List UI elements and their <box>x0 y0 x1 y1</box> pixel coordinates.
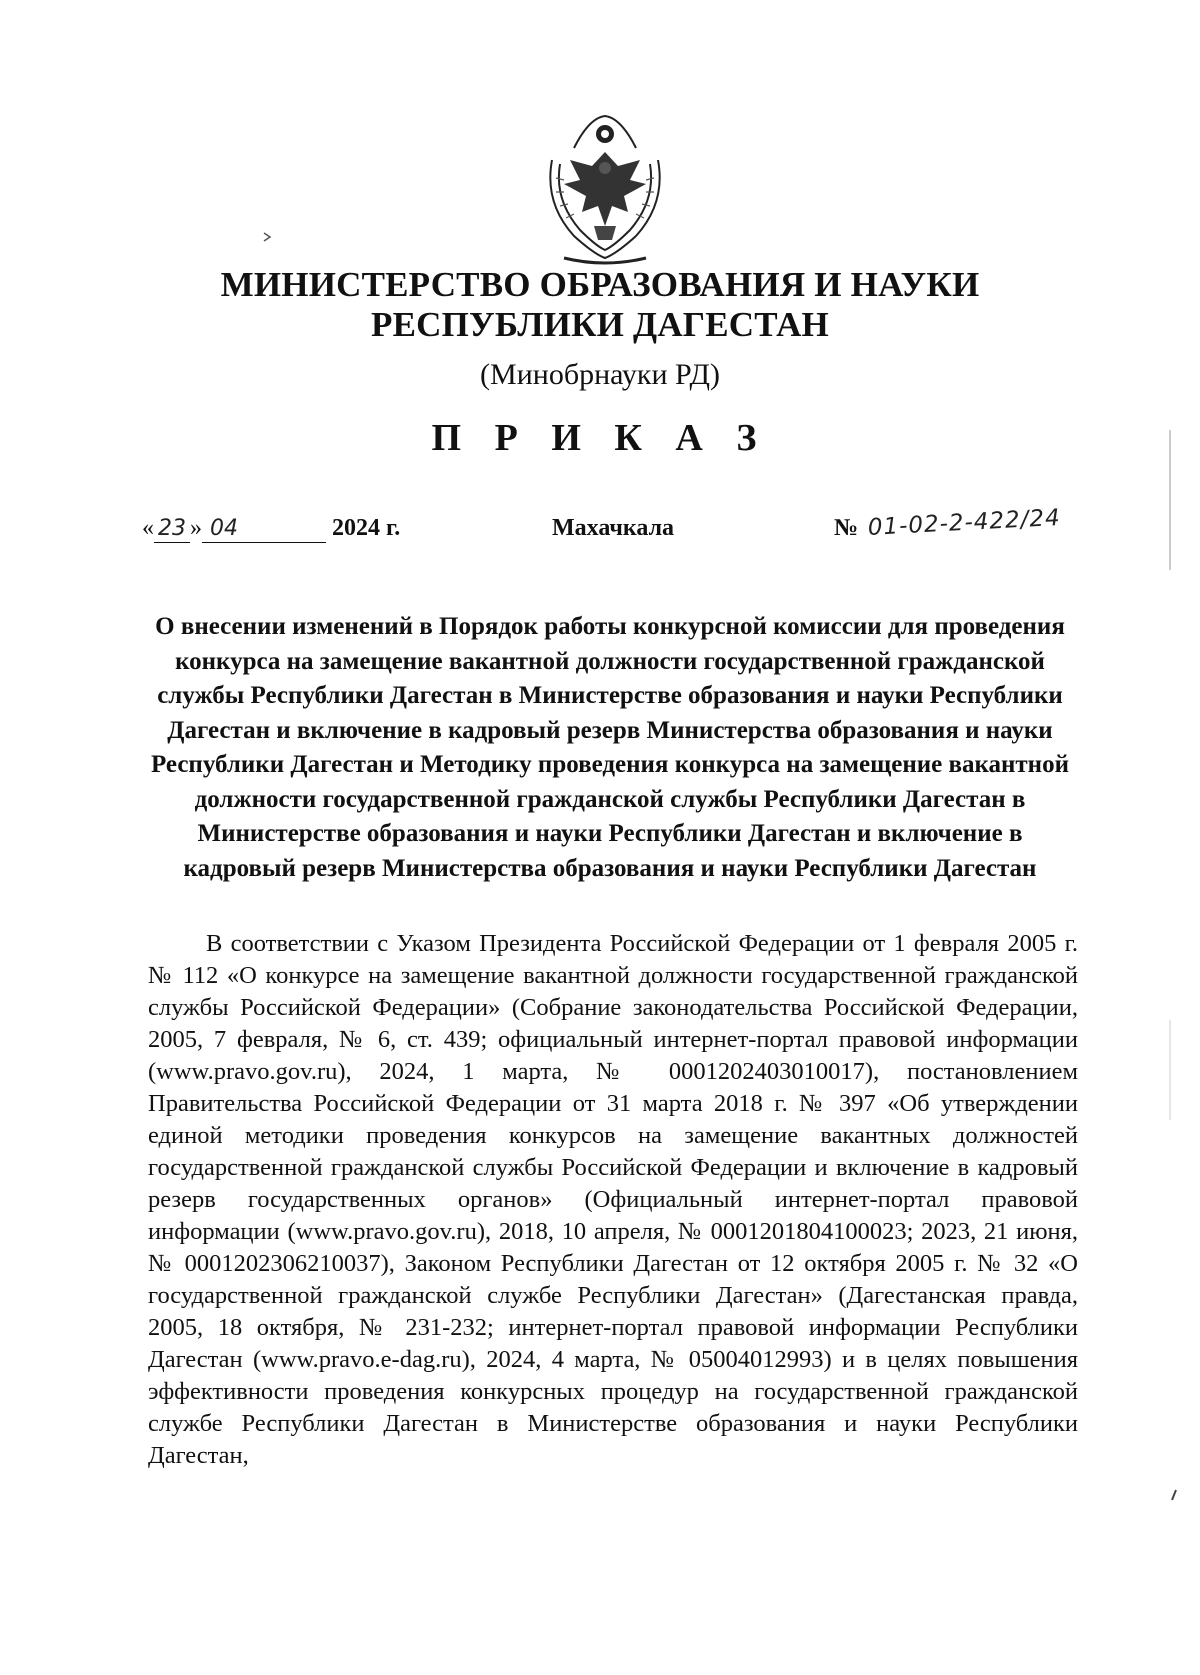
dagestan-coat-of-arms-icon <box>534 108 676 268</box>
order-subject-heading: О внесении изменений в Порядок работы конкурсной комиссии для проведения конкурса на замещение вакантной должности государственной гражданской службы Республики Дагестан в Министерстве образования и науки Республики Дагестан и включение в кадровый резерв Министерства образования и науки Республики Дагестан и Методику проведения конкурса на замещение вакантной должности государственной гражданской службы Республики Дагестан в Министерстве образования и науки Республики Дагестан и включение в кадровый резерв Министерства образования и науки Республики Дагестан <box>150 613 1069 882</box>
date-open-quote: « <box>142 515 154 541</box>
date-day-field: 23 <box>154 516 190 543</box>
preamble-paragraph: В соответствии с Указом Президента Российской Федерации от 1 февраля 2005 г. № 112 «О конкурсе на замещение вакантной должности государственной гражданской службы Российской Федерации» (Собрание законодательства Российской Федерации, 2005, 7 февраля, № 6, ст. 439; официальный интернет-портал правовой информации (www.pravo.gov.ru), 2024, 1 марта, № 0001202403010017), постановлением Правительства Российской Федерации от 31 марта 2018 г. № 397 «Об утверждении единой методики проведения конкурсов на замещение вакантных должностей государственной гражданской службы Российской Федерации и включение в кадровый резерв государственных органов» (Официальный интернет-портал правовой информации (www.pravo.gov.ru), 2018, 10 апреля, № 0001201804100023; 2023, 21 июня, № 0001202306210037), Законом Республики Дагестан от 12 октября 2005 г. № 32 «О государственной гражданской службе Республики Дагестан» (Дагестанская правда, 2005, 18 октября, № 231-232; интернет-портал правовой информации Республики Дагестан (www.pravo.e-dag.ru), 2024, 4 марта, № 05004012993) и в целях повышения эффективности проведения конкурсных процедур на государственной гражданской службе Республики Дагестан в Министерстве образования и науки Республики Дагестан, <box>148 930 1078 1469</box>
date-month-field: 04 <box>202 516 326 543</box>
margin-scan-speck <box>264 233 270 241</box>
city-name: Махачкала <box>552 515 675 541</box>
ministry-name-line1: МИНИСТЕРСТВО ОБРАЗОВАНИЯ И НАУКИ <box>220 265 980 304</box>
date-close-quote: » <box>190 515 202 541</box>
ministry-name-line2: РЕСПУБЛИКИ ДАГЕСТАН <box>371 305 829 344</box>
document-type-title: П Р И К А З <box>431 417 769 459</box>
ministry-abbreviation: (Минобрнауки РД) <box>480 358 720 391</box>
margin-scan-speck <box>1172 1490 1176 1500</box>
order-number-handwritten: 01-02-2-422/24 <box>867 504 1062 541</box>
date-year: 2024 г. <box>332 515 401 541</box>
order-preamble <box>148 928 1078 1472</box>
order-number-label: № <box>834 515 859 541</box>
order-date <box>142 512 442 548</box>
